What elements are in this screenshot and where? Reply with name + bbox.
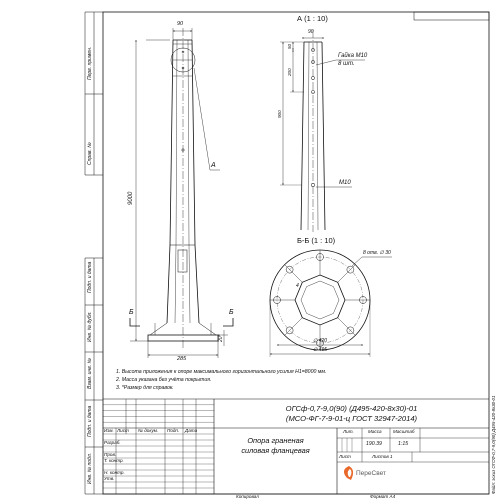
- pole-main-view: [130, 28, 233, 358]
- note-3: 3. *Размер для справок.: [116, 384, 174, 391]
- m10-label: М10: [339, 180, 351, 186]
- row-nkontr: Н. контр.: [104, 470, 125, 475]
- product-name-line-1: Опора граненая: [247, 436, 304, 445]
- dim-top-width: 90: [177, 21, 184, 27]
- head-data: Дата: [185, 428, 198, 433]
- holes-label: 8 отв. ∅ 30: [363, 250, 391, 256]
- stamp-podp-data-2: Подп. и дата: [87, 405, 93, 437]
- row-utv: Утв.: [104, 476, 115, 481]
- scale-value: 1:15: [398, 441, 409, 447]
- masshtab-label: Масштаб: [393, 429, 415, 434]
- format-label: Формат А4: [370, 494, 396, 499]
- dim-base-width: 285: [177, 356, 187, 362]
- kopiroval-label: Копировал: [236, 494, 259, 499]
- notes-block: [116, 370, 416, 391]
- product-name-line-2: силовая фланцевая: [241, 446, 310, 455]
- stamp-inv-podl: Инв. № подл.: [87, 452, 93, 484]
- head-izm: Изм.: [104, 428, 114, 433]
- dim-total-height: 9000: [128, 191, 134, 205]
- dim-420: ∅ 420: [313, 338, 328, 344]
- detail-a-dim-90: 90: [308, 29, 314, 35]
- massa-label: Масса: [368, 429, 382, 434]
- stamp-vzam-inv: Взам. инв. №: [87, 358, 93, 389]
- mass-value: 190.39: [366, 441, 382, 447]
- head-doc: № докум.: [138, 428, 159, 433]
- section-mark-right: Б: [229, 309, 234, 316]
- detail-a-dim-200: 200: [287, 68, 292, 76]
- stamp-perv-primen: Перв. примен.: [87, 46, 93, 80]
- row-tkontr: Т. контр.: [104, 458, 124, 463]
- callout-a-label: А: [211, 162, 216, 169]
- detail-a-title: А (1 : 10): [297, 14, 328, 23]
- nut-label-1: Гайка М10: [338, 53, 368, 59]
- sheets-label: Листов 1: [372, 454, 393, 459]
- lit-label: Лит.: [343, 429, 354, 434]
- corner-stamp-box: [414, 12, 489, 20]
- nut-label-2: 8 шт.: [338, 61, 355, 67]
- note-1: 1. Высота приложения к опоре максимального горизонтального усилия H1=8000 мм.: [116, 369, 327, 375]
- head-podp: Подп.: [167, 428, 180, 433]
- head-list: Лист: [117, 428, 129, 433]
- section-bb-title: Б-Б (1 : 10): [297, 236, 336, 245]
- designation-line-1: ОГСф-0,7-9,0(90) (Д495-420-8х30)-01: [285, 404, 418, 413]
- company-logo: [344, 466, 353, 480]
- stamp-sprav-no: Справ. №: [87, 142, 93, 165]
- detail-a-dim-900: 900: [277, 110, 282, 118]
- detail-a-dim-50: 50: [287, 43, 292, 49]
- section-bb-view: [270, 250, 392, 357]
- dim-base-height: 20*: [218, 334, 224, 342]
- sheet-label: Лист: [339, 454, 351, 459]
- note-2: 2. Масса указана без учёта покрытия.: [116, 376, 212, 383]
- company-name: ПереСвет: [356, 470, 386, 477]
- row-razrab: Разраб.: [104, 440, 121, 445]
- section-mark-left: Б: [129, 309, 134, 316]
- dim-495: ∅ 495: [313, 347, 328, 353]
- inner-dim-label: 4: [296, 283, 299, 289]
- row-prov: Пров.: [104, 452, 117, 457]
- file-name-label: Файл: эскиз ОГСФ-0,7-9,0(90) Д495-420-8х30-01: [491, 395, 496, 494]
- stamp-podp-data-1: Подп. и дата: [87, 261, 93, 293]
- stamp-inv-dubl: Инв. № дубл.: [87, 311, 93, 342]
- designation-line-2: (МСО-ФГ-7-9-01-ц ГОСТ 32947-2014): [285, 414, 418, 423]
